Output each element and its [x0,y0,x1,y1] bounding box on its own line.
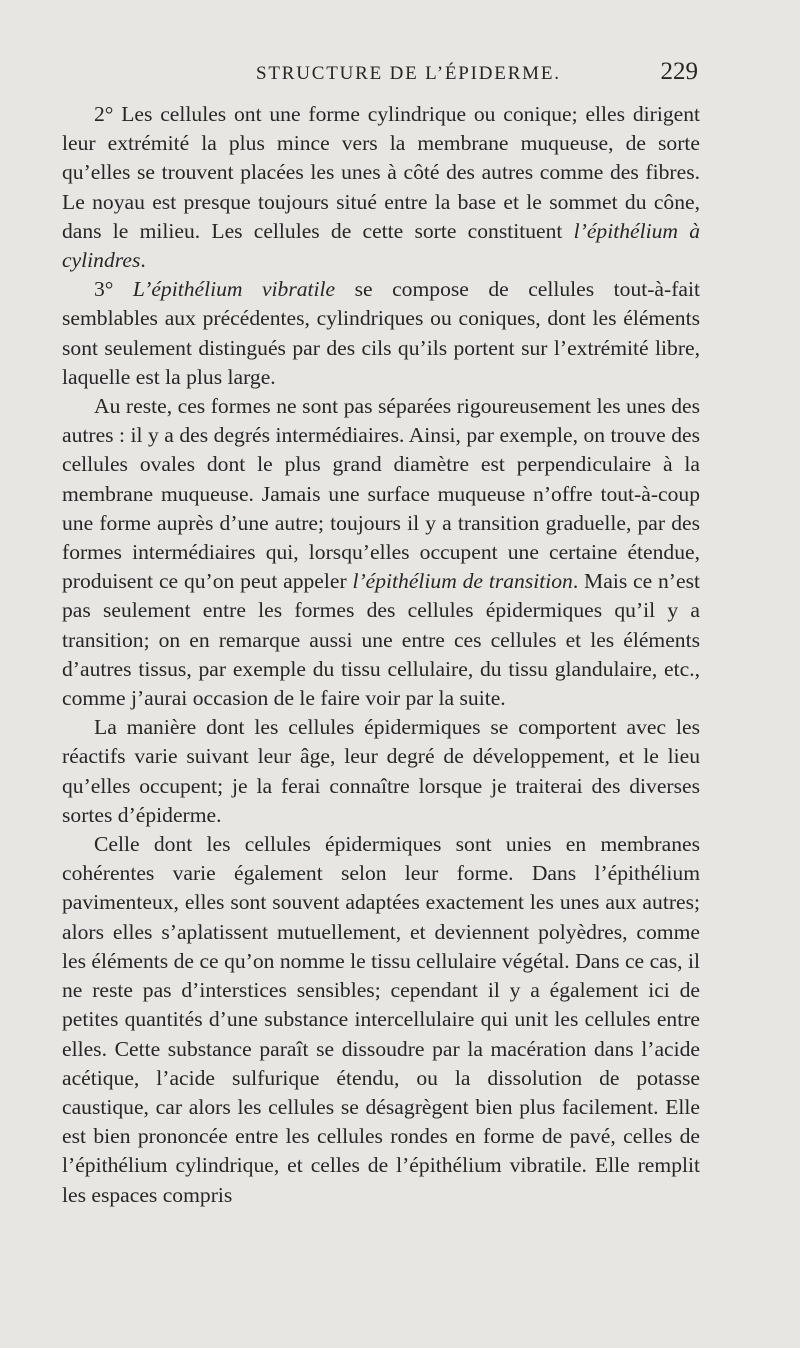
text-run: 3° [94,277,133,302]
paragraph [62,392,700,713]
text-run: . Mais ce n’est pas seulement entre les formes des cellules épidermiques qu’il y a transition; on en remarque aussi une entre ces cellules et les éléments d’autres tissus, par exemple du tissu cellulaire, du tissu glandulaire, etc., comme j’aurai occasion de le faire voir par la suite. [62,569,700,711]
text-run: Au reste, ces formes ne sont pas séparées rigoureusement les unes des autres : il y a des degrés intermédiaires. Ainsi, par exemple, on trouve des cellules ovales dont le plus grand diamètre est perpendiculaire à la membrane muqueuse. Jamais une surface muqueuse n’offre tout-à-coup une forme auprès d’une autre; toujours il y a transition graduelle, par des formes intermédiaires qui, lorsqu’elles occupent une certaine étendue, produisent ce qu’on peut appeler [62,394,700,594]
body-text [62,100,700,1210]
running-header [256,58,698,92]
text-run: Celle dont les cellules épidermiques sont unies en membranes cohérentes varie également selon leur forme. Dans l’épithélium pavimenteux, elles sont souvent adaptées exactement les unes aux autres; alors elles s’aplatissent mutuellement, et deviennent polyèdres, comme les éléments de ce qu’on nomme le tissu cellulaire végétal. Dans ce cas, il ne reste pas d’interstices sensibles; cependant il y a également ici de petites quantités d’une substance intercellulaire qui unit les cellules entre elles. Cette substance paraît se dissoudre par la macération dans l’acide acétique, l’acide sulfurique étendu, ou la dissolution de potasse caustique, car alors les cellules se désagrègent bien plus facilement. Elle est bien prononcée entre les cellules rondes en forme de pavé, celles de l’épithélium cylindrique, et celles de l’épithélium vibratile. Elle remplit les espaces compris [62,832,700,1207]
italic-term: L’épithélium vibratile [132,277,336,302]
text-run: . [140,248,146,273]
running-title: STRUCTURE DE L’ÉPIDERME. [256,63,561,84]
text-run: La manière dont les cellules épidermiques se comportent avec les réactifs varie suivant leur âge, leur degré de développement, et le lieu qu’elles occupent; je la ferai connaître lorsque je traiterai des diverses sortes d’épiderme. [62,715,700,827]
text-run: se compose de cellules tout-à-fait semblables aux précédentes, cylindriques ou coniques, dont les éléments sont seulement distingués par des cils qu’ils portent sur l’extrémité libre, laquelle est la plus large. [62,277,700,389]
paragraph [62,100,700,275]
paragraph [62,713,700,830]
paragraph [62,275,700,392]
text-run: 2° Les cellules ont une forme cylindrique ou conique; elles dirigent leur extrémité la plus mince vers la membrane muqueuse, de sorte qu’elles se trouvent placées les unes à côté des autres comme des fibres. Le noyau est presque toujours situé entre la base et le sommet du cône, dans le milieu. Les cellules de cette sorte constituent [62,102,700,243]
italic-term: l’épithélium à cylindres [62,218,700,273]
paragraph [62,830,700,1210]
italic-term: l’épithélium de transition [352,569,573,594]
page-number: 229 [660,58,698,85]
